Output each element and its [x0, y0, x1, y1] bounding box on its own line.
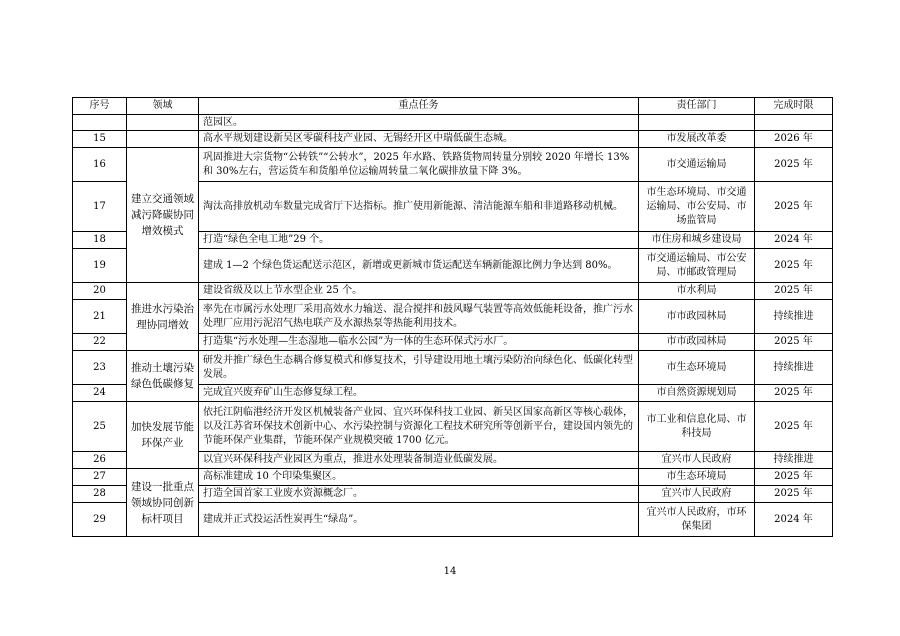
row-date: 2025 年 — [755, 385, 833, 402]
row-date: 2025 年 — [755, 334, 833, 351]
domain-group-soil: 推动土壤污染绿色低碳修复 — [127, 351, 199, 402]
row-task: 高水平规划建设新吴区零碳科技产业园、无锡经开区中瑞低碳生态城。 — [199, 131, 639, 148]
row-task: 以宜兴环保科技产业园区为重点，推进水处理装备制造业低碳发展。 — [199, 452, 639, 469]
row-dept: 市生态环境局 — [639, 469, 755, 486]
row-task: 淘汰高排放机动车数量完成省厅下达指标。推广使用新能源、清洁能源车船和非道路移动机械。 — [199, 182, 639, 232]
row-num — [73, 115, 127, 131]
row-num: 21 — [73, 300, 127, 334]
header-date: 完成时限 — [755, 98, 833, 115]
table-row — [73, 148, 833, 182]
row-dept: 市工业和信息化局、市科技局 — [639, 402, 755, 452]
row-date: 2025 年 — [755, 486, 833, 503]
row-num: 28 — [73, 486, 127, 503]
header-dept: 责任部门 — [639, 98, 755, 115]
row-num: 17 — [73, 182, 127, 232]
table-row — [73, 283, 833, 300]
row-dept: 市交通运输局、市公安局、市邮政管理局 — [639, 249, 755, 283]
row-dept: 市生态环境局 — [639, 351, 755, 385]
domain-cell — [127, 131, 199, 148]
row-dept: 宜兴市人民政府，市环保集团 — [639, 503, 755, 537]
domain-group-transport: 建立交通领域减污降碳协同增效模式 — [127, 148, 199, 283]
row-dept: 市市政园林局 — [639, 300, 755, 334]
table-row — [73, 131, 833, 148]
table-row — [73, 469, 833, 486]
row-task: 打造集“污水处理—生态湿地—临水公园”为一体的生态环保式污水厂。 — [199, 334, 639, 351]
row-num: 25 — [73, 402, 127, 452]
row-num: 15 — [73, 131, 127, 148]
row-dept: 市水利局 — [639, 283, 755, 300]
row-task: 打造全国首家工业废水资源概念厂。 — [199, 486, 639, 503]
row-task: 范园区。 — [199, 115, 639, 131]
row-date: 2025 年 — [755, 182, 833, 232]
row-dept — [639, 115, 755, 131]
row-date: 2025 年 — [755, 469, 833, 486]
row-task: 依托江阴临港经济开发区机械装备产业园、宜兴环保科技工业园、新吴区国家高新区等核心载体，以及江苏省环保技术创新中心、水污染控制与资源化工程技术研究所等创新平台，建设国内领先的节能环保产业集群，节能环保产业规模突破 1700 亿元。 — [199, 402, 639, 452]
row-dept: 宜兴市人民政府 — [639, 452, 755, 469]
row-dept: 市住房和城乡建设局 — [639, 232, 755, 249]
row-task: 率先在市属污水处理厂采用高效水力输送、混合搅拌和鼓风曝气装置等高效低能耗设备，推广污水处理厂应用污泥沼气热电联产及水源热泵等热能利用技术。 — [199, 300, 639, 334]
page-number: 14 — [443, 566, 457, 577]
domain-group-demo: 建设一批重点领域协同创新标杆项目 — [127, 469, 199, 537]
header-domain: 领域 — [127, 98, 199, 115]
row-dept: 宜兴市人民政府 — [639, 486, 755, 503]
row-num: 18 — [73, 232, 127, 249]
row-dept: 市发展改革委 — [639, 131, 755, 148]
row-task: 巩固推进大宗货物“公转铁”“公转水”，2025 年水路、铁路货物周转量分别较 2020 年增长 13%和 30%左右，营运货车和货船单位运输周转量二氧化碳排放量下降 3%。 — [199, 148, 639, 182]
row-num: 23 — [73, 351, 127, 385]
row-date: 2025 年 — [755, 283, 833, 300]
row-date: 2026 年 — [755, 131, 833, 148]
row-date: 2024 年 — [755, 232, 833, 249]
row-dept: 市市政园林局 — [639, 334, 755, 351]
row-dept: 市生态环境局、市交通运输局、市公安局、市场监管局 — [639, 182, 755, 232]
row-date: 2025 年 — [755, 148, 833, 182]
header-num: 序号 — [73, 98, 127, 115]
domain-group-industry: 加快发展节能环保产业 — [127, 402, 199, 469]
row-task: 建成并正式投运活性炭再生“绿岛”。 — [199, 503, 639, 537]
domain-cell — [127, 115, 199, 131]
row-num: 16 — [73, 148, 127, 182]
row-task: 高标准建成 10 个印染集聚区。 — [199, 469, 639, 486]
row-date: 2025 年 — [755, 249, 833, 283]
row-date: 2025 年 — [755, 402, 833, 452]
row-date: 持续推进 — [755, 452, 833, 469]
row-date: 持续推进 — [755, 351, 833, 385]
table-header-row — [73, 98, 833, 115]
domain-group-water: 推进水污染治理协同增效 — [127, 283, 199, 351]
table-row — [73, 351, 833, 385]
row-task: 研发并推广绿色生态耦合修复模式和修复技术，引导建设用地土壤污染防治向绿色化、低碳化转型发展。 — [199, 351, 639, 385]
row-date: 2024 年 — [755, 503, 833, 537]
task-table — [72, 97, 833, 537]
row-num: 27 — [73, 469, 127, 486]
header-task: 重点任务 — [199, 98, 639, 115]
row-dept: 市自然资源规划局 — [639, 385, 755, 402]
row-task: 建成 1—2 个绿色货运配送示范区，新增或更新城市货运配送车辆新能源比例力争达到 80%。 — [199, 249, 639, 283]
row-num: 26 — [73, 452, 127, 469]
row-dept: 市交通运输局 — [639, 148, 755, 182]
table-row — [73, 115, 833, 131]
row-date: 持续推进 — [755, 300, 833, 334]
table-row — [73, 402, 833, 452]
row-task: 打造“绿色全电工地”29 个。 — [199, 232, 639, 249]
row-num: 24 — [73, 385, 127, 402]
row-num: 20 — [73, 283, 127, 300]
row-num: 29 — [73, 503, 127, 537]
row-task: 建设省级及以上节水型企业 25 个。 — [199, 283, 639, 300]
row-task: 完成宜兴废弃矿山生态修复绿工程。 — [199, 385, 639, 402]
row-date — [755, 115, 833, 131]
row-num: 19 — [73, 249, 127, 283]
row-num: 22 — [73, 334, 127, 351]
